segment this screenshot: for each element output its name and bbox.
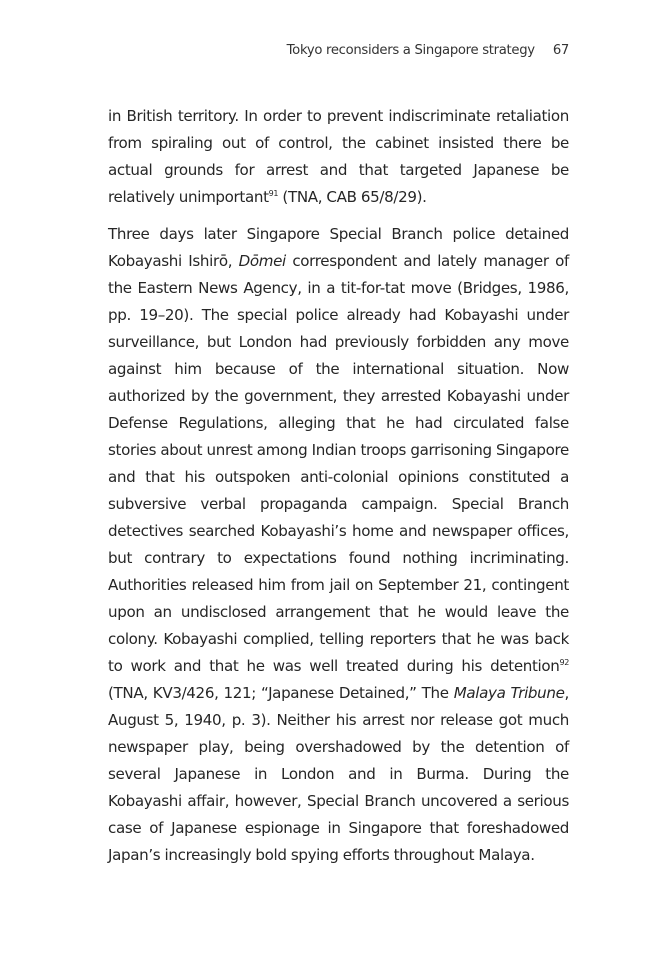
paragraph-2-text-b: correspondent and lately manager of the Eastern News Agency, in a tit-for-tat move (Bridges, 1986, pp. 19–20). The special police already had Kobayashi under surveillance, but London had previously forbidden any move against him because of the international situation. Now authorized by the government, they arrested Kobayashi under Defense Regulations, alleging that he had circulated false stories about unrest among Indian troops garrisoning Singapore and that his outspoken anti-colonial opinions constituted a subversive verbal propaganda campaign. Special Branch detectives searched Kobayashi’s home and newspaper offices, but contrary to expectations found nothing incriminating. Authorities released him from jail on September 21, contingent upon an undisclosed arrangement that he would leave the colony. Kobayashi complied, telling reporters that he was back to work and that he was well treated during his detention xyxy=(108,252,569,675)
running-title: Tokyo reconsiders a Singapore strategy xyxy=(286,43,535,58)
paragraph-1 xyxy=(108,103,569,211)
paragraph-1-citation: (TNA, CAB 65/8/29). xyxy=(278,188,427,206)
domei-italic: Dōmei xyxy=(238,252,286,270)
paragraph-2-text-a: Three days later Singapore Special Branch police detained Kobayashi Ishirō, xyxy=(108,225,569,270)
malaya-tribune-italic: Malaya Tribune xyxy=(453,684,565,702)
paragraph-2-text-d: , August 5, 1940, p. 3). Neither his arrest nor release got much newspaper play, being overshadowed by the detention of several Japanese in London and in Burma. During the Kobayashi affair, however, Special Branch uncovered a serious case of Japanese espionage in Singapore that foreshadowed Japan’s increasingly bold spying efforts throughout Malaya. xyxy=(108,684,569,864)
footnote-ref-91: 91 xyxy=(268,189,279,198)
paragraph-2 xyxy=(108,221,569,869)
footnote-ref-92: 92 xyxy=(559,658,569,667)
paragraph-1-text: in British territory. In order to prevent indiscriminate retaliation from spiraling out of control, the cabinet insisted there be actual grounds for arrest and that targeted Japanese be relatively unimportant xyxy=(108,107,569,206)
page-number: 67 xyxy=(552,43,569,58)
body-text xyxy=(108,103,569,869)
running-head xyxy=(108,43,569,58)
paragraph-2-text-c: (TNA, KV3/426, 121; “Japanese Detained,” The xyxy=(108,684,454,702)
